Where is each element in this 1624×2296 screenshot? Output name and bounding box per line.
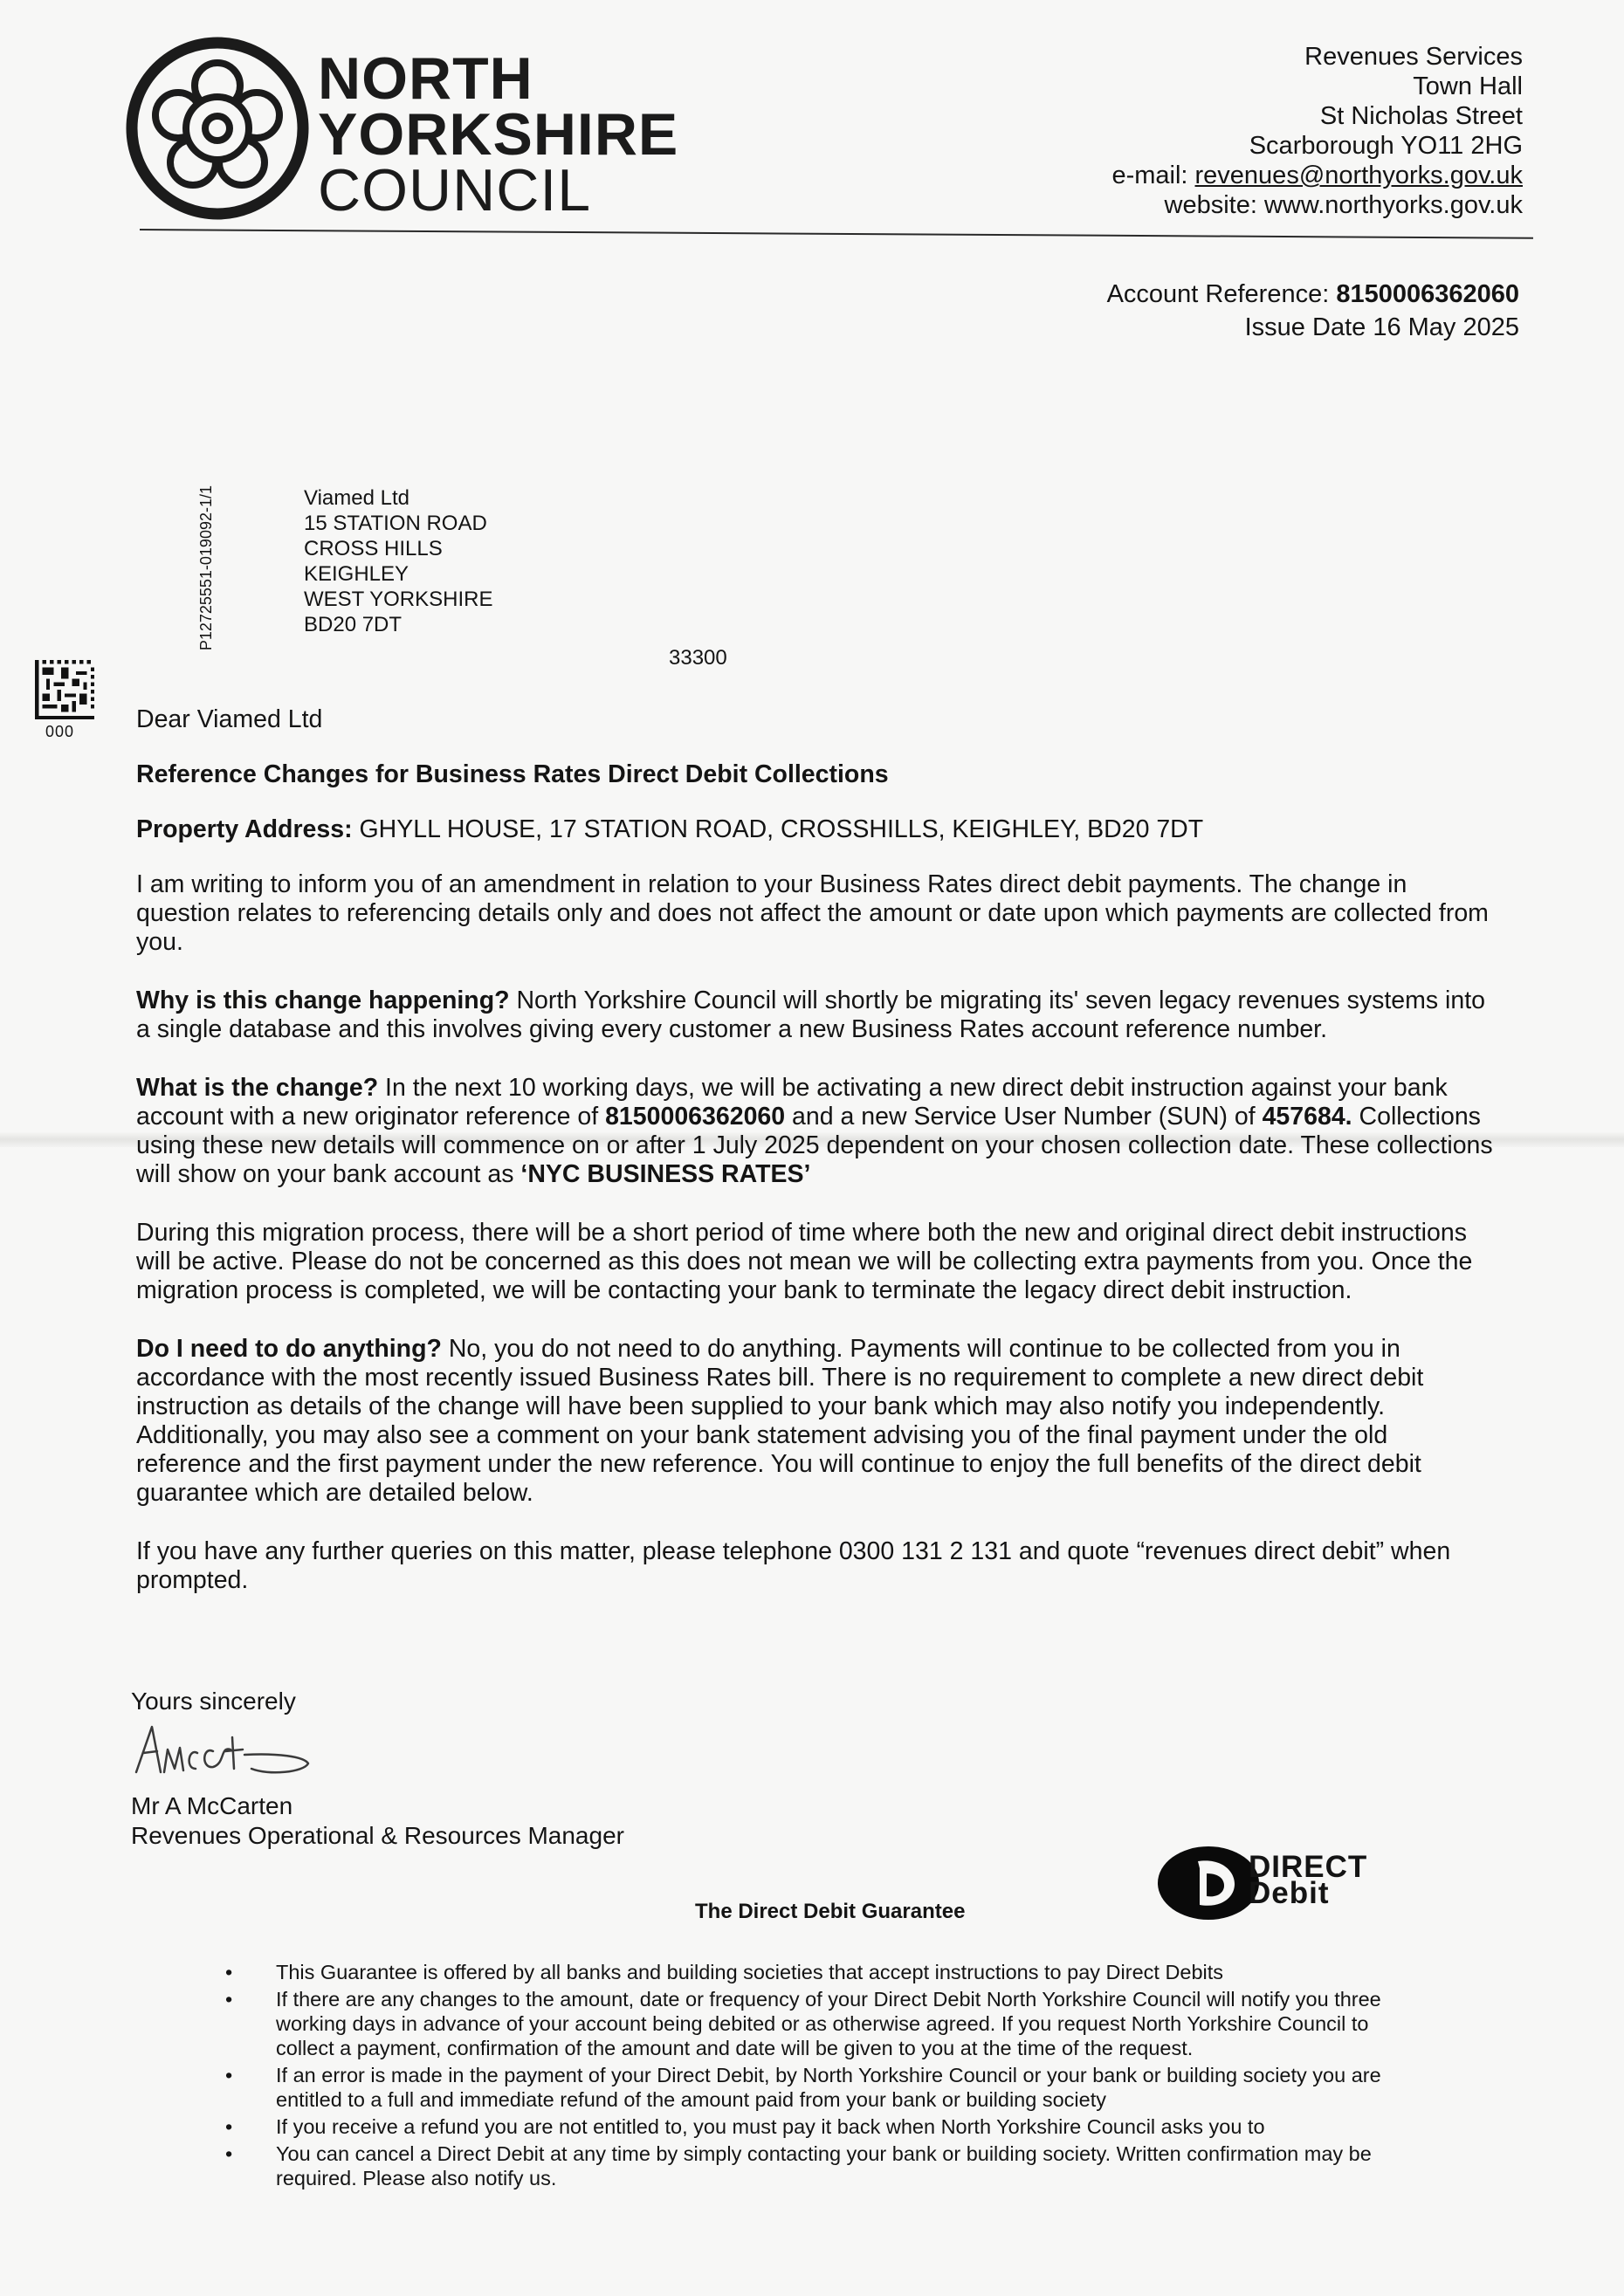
sort-code: 33300 bbox=[669, 646, 727, 670]
what-text-1: In the next 10 working days, we will be activating a new direct debit instruction against your bank account with a new originator reference of bbox=[136, 1074, 1448, 1131]
sender-website-line bbox=[1111, 190, 1523, 220]
guarantee-item: • If there are any changes to the amount, date or frequency of your Direct Debit North Yorkshire Council will notify you three working days in advance of your account being debited or as otherwise agreed. If you request North Yorkshire Council to collect a payment, confirmation of the amount and date will be given to you at the time of the request. bbox=[220, 1987, 1425, 2060]
originator-reference: 8150006362060 bbox=[605, 1103, 786, 1131]
recipient-line: Viamed Ltd bbox=[304, 486, 409, 510]
datamatrix-barcode-icon bbox=[35, 660, 94, 719]
property-label: Property Address: bbox=[136, 815, 353, 843]
why-text: North Yorkshire Council will shortly be migrating its' seven legacy revenues systems into a single database and this involves giving every customer a new Business Rates account reference number. bbox=[136, 986, 1485, 1043]
header-divider bbox=[140, 229, 1533, 239]
guarantee-item: • If you receive a refund you are not entitled to, you must pay it back when North Yorkshire Council asks you to bbox=[220, 2114, 1425, 2139]
council-logo bbox=[124, 35, 679, 227]
website-link[interactable]: www.northyorks.gov.uk bbox=[1263, 191, 1523, 219]
email-label: e-mail: bbox=[1111, 162, 1188, 189]
sender-dept: Revenues Services bbox=[1304, 43, 1523, 71]
action-paragraph bbox=[136, 1335, 1498, 1508]
letter-heading: Reference Changes for Business Rates Direct Debit Collections bbox=[136, 760, 889, 788]
logo-line-1: NORTH bbox=[318, 45, 533, 112]
action-lead: Do I need to do anything? bbox=[136, 1335, 442, 1363]
dd-line-1: DIRECT bbox=[1249, 1850, 1368, 1884]
email-link[interactable]: revenues@northyorks.gov.uk bbox=[1194, 162, 1523, 189]
recipient-line: WEST YORKSHIRE bbox=[304, 588, 493, 611]
why-lead: Why is this change happening? bbox=[136, 986, 510, 1014]
property-value: GHYLL HOUSE, 17 STATION ROAD, CROSSHILLS, KEIGHLEY, BD20 7DT bbox=[359, 815, 1204, 843]
issue-date-value: 16 May 2025 bbox=[1373, 313, 1519, 341]
sender-street: St Nicholas Street bbox=[1319, 102, 1523, 130]
yorkshire-rose-icon bbox=[124, 35, 311, 222]
recipient-line: BD20 7DT bbox=[304, 613, 403, 636]
migration-paragraph: During this migration process, there will be a short period of time where both the new and original direct debit instructions will be active. Please do not be concerned as this does not mean we will be collecting extra payments from you. Once the migration process is completed, we will be contacting your bank to terminate the legacy direct debit instruction. bbox=[136, 1219, 1473, 1304]
recipient-line: CROSS HILLS bbox=[304, 537, 443, 560]
queries-paragraph: If you have any further queries on this matter, please telephone 0300 131 2 131 and quote “revenues direct debit” when prompted. bbox=[136, 1537, 1451, 1594]
signatory bbox=[131, 1791, 624, 1851]
what-text-3: Collections using these new details will commence on or after 1 July 2025 dependent on your chosen collection date. These collections will show on your bank account as bbox=[136, 1103, 1493, 1188]
salutation: Dear Viamed Ltd bbox=[136, 705, 323, 733]
guarantee-list bbox=[220, 1960, 1425, 2193]
recipient-line: 15 STATION ROAD bbox=[304, 512, 487, 535]
council-wordmark bbox=[318, 45, 679, 223]
what-paragraph bbox=[136, 1074, 1498, 1189]
barcode-number: 000 bbox=[45, 723, 75, 740]
service-user-number: 457684. bbox=[1262, 1103, 1352, 1131]
sender-email-line bbox=[1111, 161, 1523, 190]
sender-address bbox=[1111, 42, 1523, 220]
intro-paragraph: I am writing to inform you of an amendment in relation to your Business Rates direct debit payments. The change in question relates to referencing details only and does not affect the amount or date upon which payments are collected from you. bbox=[136, 870, 1489, 956]
signatory-title: Revenues Operational & Resources Manager bbox=[131, 1822, 624, 1849]
action-text: No, you do not need to do anything. Payments will continue to be collected from you in accordance with the most recently issued Business Rates bill. There is no requirement to complete a new direct debit instruction as details of the change will have been supplied to your bank which may also notify you independently. Additionally, you may also see a comment on your bank statement advising you of the final payment under the old reference and the first payment under the new reference. You will continue to enjoy the full benefits of the direct debit guarantee which are detailed below. bbox=[136, 1335, 1424, 1507]
logo-line-3: COUNCIL bbox=[318, 157, 592, 223]
account-reference-label: Account Reference: bbox=[1106, 280, 1330, 308]
handwritten-signature bbox=[129, 1711, 339, 1790]
closing-line: Yours sincerely bbox=[131, 1688, 296, 1715]
guarantee-item: • If an error is made in the payment of your Direct Debit, by North Yorkshire Council or your bank or building society you are entitled to a full and immediate refund of the amount paid from your bank or building society bbox=[220, 2063, 1425, 2112]
website-label: website: bbox=[1164, 191, 1257, 219]
guarantee-item: • This Guarantee is offered by all banks and building societies that accept instructions to pay Direct Debits bbox=[220, 1960, 1425, 1984]
what-text-2: and a new Service User Number (SUN) of bbox=[792, 1103, 1256, 1131]
issue-date-label: Issue Date bbox=[1244, 313, 1366, 341]
direct-debit-wordmark bbox=[1249, 1850, 1368, 1910]
account-block bbox=[1107, 278, 1519, 344]
logo-line-2: YORKSHIRE bbox=[318, 101, 679, 168]
dd-line-2: Debit bbox=[1249, 1876, 1330, 1910]
sender-town: Scarborough YO11 2HG bbox=[1249, 132, 1523, 160]
mail-code: P12725551-019092-1/1 bbox=[197, 485, 215, 651]
why-paragraph bbox=[136, 986, 1498, 1044]
account-reference-line bbox=[1107, 278, 1519, 311]
bank-display-name: ‘NYC BUSINESS RATES’ bbox=[520, 1160, 811, 1188]
recipient-line: KEIGHLEY bbox=[304, 562, 409, 586]
sender-building: Town Hall bbox=[1413, 72, 1523, 100]
property-address bbox=[136, 815, 1498, 844]
guarantee-item: • You can cancel a Direct Debit at any time by simply contacting your bank or building society. Written confirmation may be required. Please also notify us. bbox=[220, 2141, 1425, 2190]
guarantee-title: The Direct Debit Guarantee bbox=[695, 1900, 966, 1923]
recipient-address bbox=[304, 485, 493, 637]
issue-date-line bbox=[1107, 311, 1519, 344]
signatory-name: Mr A McCarten bbox=[131, 1792, 293, 1819]
account-reference-value: 8150006362060 bbox=[1336, 280, 1519, 308]
letter-body bbox=[136, 705, 1498, 1625]
what-lead: What is the change? bbox=[136, 1074, 379, 1102]
